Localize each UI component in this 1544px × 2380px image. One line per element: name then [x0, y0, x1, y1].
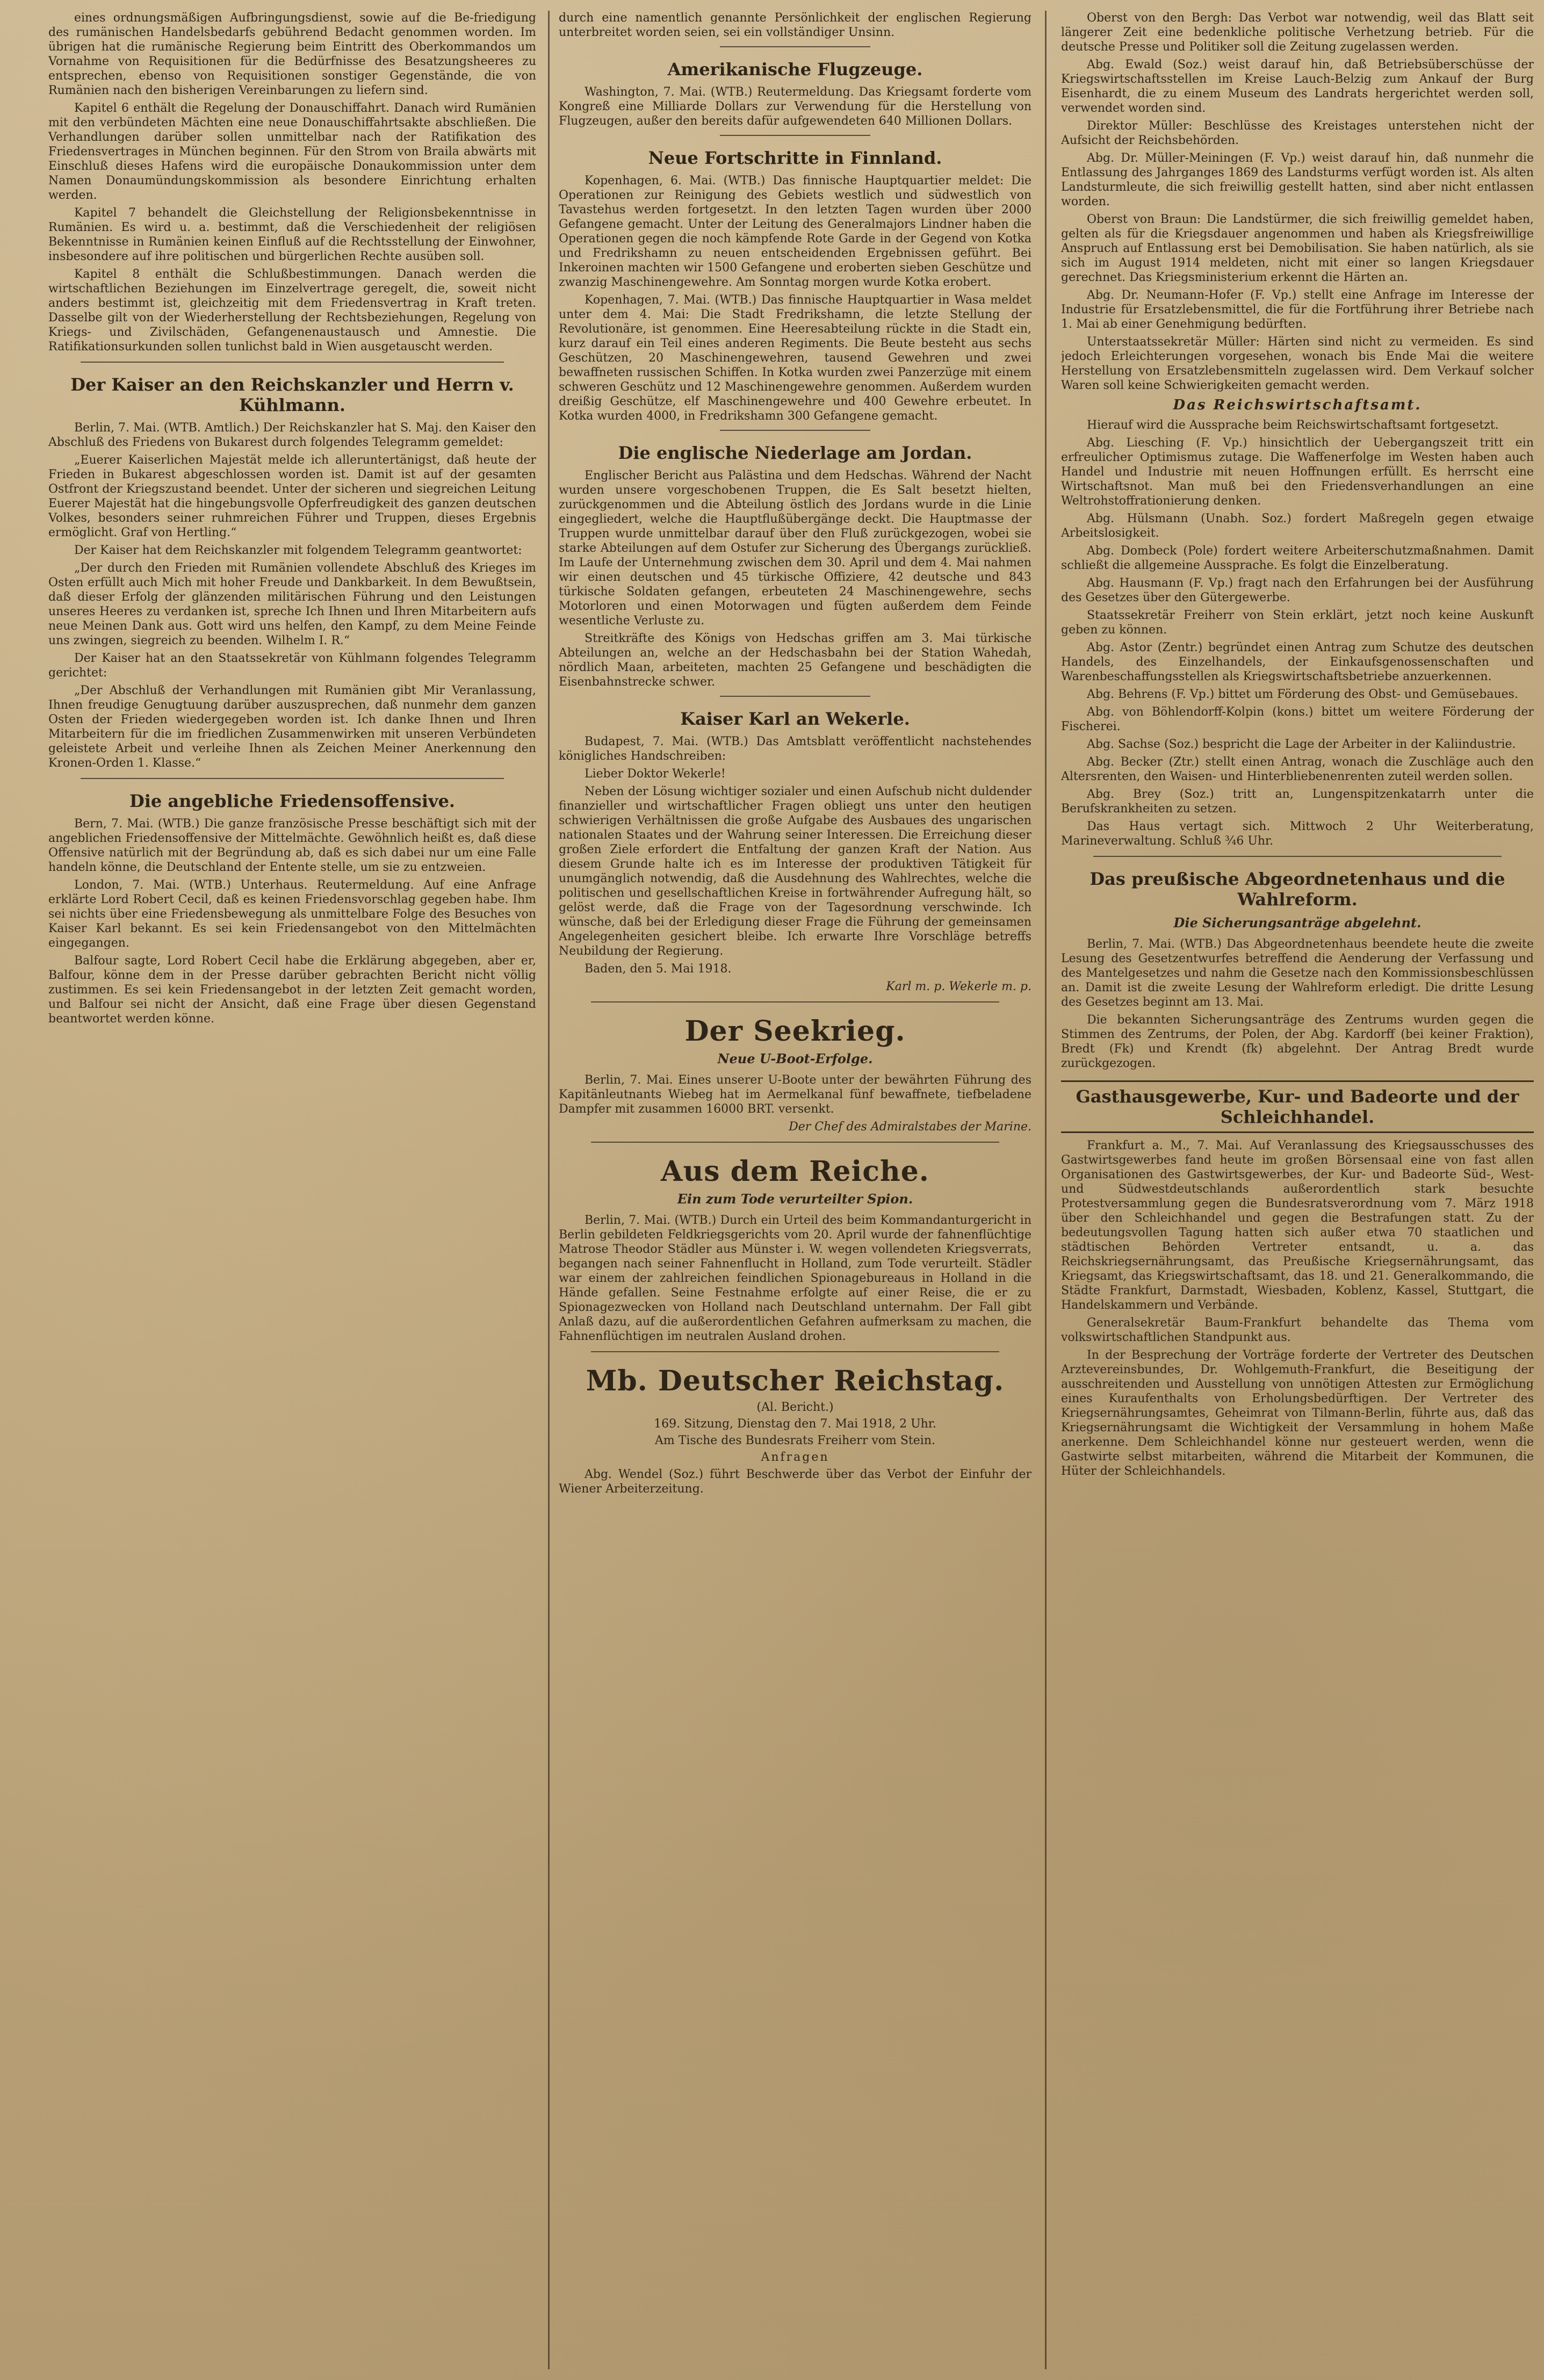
- section-divider: [720, 696, 870, 697]
- article-paragraph: Unterstaatssekretär Müller: Härten sind nicht zu vermeiden. Es sind jedoch Erleichterungen vorgesehen, wonach bis Ende Mai die weitere Herstellung von Ersatzlebensmitteln zugelassen wird. Dem Verkauf solcher Waren soll keine Schwierigkeiten gemacht werden.: [1061, 335, 1534, 392]
- column-1: [48, 11, 536, 2380]
- section-divider: [591, 1351, 999, 1352]
- article-paragraph: Budapest, 7. Mai. (WTB.) Das Amtsblatt veröffentlicht nachstehendes königliches Handschreiben:: [559, 735, 1031, 763]
- article-paragraph: Lieber Doktor Wekerle!: [585, 767, 726, 781]
- article-paragraph: Abg. Dr. Müller-Meiningen (F. Vp.) weist darauf hin, daß nunmehr die Entlassung des Jahrganges 1869 des Landsturms verfügt worden ist. Als alten Landsturmleute, die sich freiwillig gestellt hatten, sind aber nicht entlassen worden.: [1061, 152, 1534, 208]
- article-heading-kaiser-reichskanzler: Der Kaiser an den Reichskanzler und Herrn v. Kühlmann.: [70, 374, 514, 415]
- session-line: Am Tische des Bundesrats Freiherr vom Stein.: [655, 1434, 935, 1447]
- article-paragraph: Abg. Liesching (F. Vp.) hinsichtlich der Uebergangszeit tritt ein erfreulicher Optimismus zutage. Die Waffenerfolge im Westen haben auch Handel und Industrie mit neuen Hoffnungen erfüllt. Es herrscht eine Wirtschaftsnot. Man muß bei den Friedensverhandlungen an eine Weltrohstoffrationierung denken.: [1061, 436, 1534, 508]
- article-paragraph: Abg. Hülsmann (Unabh. Soz.) fordert Maßregeln gegen etwaige Arbeitslosigkeit.: [1061, 512, 1534, 540]
- section-divider: [81, 362, 504, 363]
- article-paragraph: eines ordnungsmäßigen Aufbringungsdienst, sowie auf die Be-friedigung des rumänischen Handelsbedarfs gebührend Bedacht genommen worden. Im übrigen hat die rumänische Regierung beim Eintritt des Oberkommandos um Vornahme von Requisitionen für die Bedürfnisse des Besatzungsheeres zu entsprechen, ebenso von Requisitionen sonstiger Gegenstände, die von Rumänien nach den bisherigen Vereinbarungen zu liefern sind.: [48, 11, 536, 97]
- article-paragraph: Kapitel 6 enthält die Regelung der Donauschiffahrt. Danach wird Rumänien mit den verbündeten Mächten eine neue Donauschiffahrtsakte abschließen. Die Verhandlungen darüber sollen unmittelbar nach der Ratifikation des Friedensvertrages in München beginnen. Für den Strom von Braila abwärts mit Einschluß dieses Hafens wird die europäische Donaukommission unter dem Namen Donaumündungskommission als besondere Einrichtung erhalten werden.: [48, 102, 536, 202]
- section-divider: [720, 135, 870, 136]
- section-subtitle: (Al. Bericht.): [756, 1401, 834, 1414]
- article-heading-jordan: Die englische Niederlage am Jordan.: [618, 443, 972, 463]
- article-paragraph: Abg. Hausmann (F. Vp.) fragt nach den Erfahrungen bei der Ausführung des Gesetzes über den Gütergewerbe.: [1061, 576, 1534, 604]
- section-title-seekrieg: Der Seekrieg.: [684, 1015, 906, 1048]
- article-paragraph: Englischer Bericht aus Palästina und dem Hedschas. Während der Nacht wurden unsere vorgeschobenen Truppen, die Es Salt besetzt hielten, zurückgenommen und die Abteilung östlich des Jordans wurde in die Linie eingegliedert, welche die Hauptflußübergänge deckt. Die Hauptmasse der Truppen wurde unmittelbar darauf über den Fluß zurückgezogen, wobei sie starke Abteilungen auf dem Ostufer zur Sicherung des Übergangs zurückließ. Im Laufe der Unternehmung zwischen dem 30. April und dem 4. Mai nahmen wir einen deutschen und 45 türkische Offiziere, 42 deutsche und 843 türkische Soldaten gefangen, erbeuteten 24 Maschinengewehre, sechs Motorloren und einen Motorwagen und fügten außerdem dem Feinde wesentliche Verluste zu.: [559, 469, 1031, 628]
- article-paragraph: Das Haus vertagt sich. Mittwoch 2 Uhr Weiterberatung, Marineverwaltung. Schluß ¾6 Uhr.: [1061, 820, 1534, 848]
- article-paragraph: durch eine namentlich genannte Persönlichkeit der englischen Regierung unterbreitet worden seien, sei ein vollständiger Unsinn.: [559, 11, 1031, 39]
- article-heading-friedensoffensive: Die angebliche Friedensoffensive.: [129, 791, 456, 811]
- article-paragraph: Berlin, 7. Mai. (WTB.) Das Abgeordnetenhaus beendete heute die zweite Lesung des Gesetzentwurfes betreffend die Aenderung der Verfassung und des Mantelgesetzes und nahm die Gesetze nach den Kommissionsbeschlüssen an. Damit ist die zweite Lesung der Wahlreform erledigt. Die dritte Lesung des Gesetzes beginnt am 13. Mai.: [1061, 937, 1534, 1009]
- article-paragraph: Abg. Astor (Zentr.) begründet einen Antrag zum Schutze des deutschen Handels, des Einzelhandels, der Einkaufsgenossenschaften und Warenbeschaffungsstellen als Kriegswirtschaftsbetriebe anzuerkennen.: [1061, 641, 1534, 683]
- article-paragraph: Kapitel 7 behandelt die Gleichstellung der Religionsbekenntnisse in Rumänien. Es wird u. a. bestimmt, daß die Verschiedenheit der religiösen Bekenntnisse in Rumänien keinen Einfluß auf die Rechtsstellung der Einwohner, insbesondere auf ihre politischen und bürgerlichen Rechte ausüben soll.: [48, 206, 536, 263]
- section-subtitle: Neue U-Boot-Erfolge.: [717, 1051, 873, 1066]
- section-title-aus-dem-reiche: Aus dem Reiche.: [661, 1155, 929, 1188]
- article-paragraph: Abg. Ewald (Soz.) weist darauf hin, daß Betriebsüberschüsse der Kriegswirtschaftsstellen im Kreise Lauch-Belzig zum Ankauf der Burg Eisenhardt, die zu einem Museum des Landrats hergerichtet werden soll, verwendet worden sind.: [1061, 58, 1534, 115]
- article-paragraph: Direktor Müller: Beschlüsse des Kreistages unterstehen nicht der Aufsicht der Reichsbehörden.: [1061, 119, 1534, 147]
- section-subtitle: Die Sicherungsanträge abgelehnt.: [1173, 915, 1422, 931]
- article-paragraph: Berlin, 7. Mai. (WTB. Amtlich.) Der Reichskanzler hat S. Maj. den Kaiser den Abschluß des Friedens von Bukarest durch folgendes Telegramm gemeldet:: [48, 421, 536, 449]
- article-paragraph: Streitkräfte des Königs von Hedschas griffen am 3. Mai türkische Abteilungen an, welche an der Hedschasbahn bei der Station Wahedah, nördlich Maan, arbeiteten, machten 25 Gefangene und beschädigten die Eisenbahnstrecke schwer.: [559, 632, 1031, 689]
- article-heading-reichswirtschaftsamt: Das Reichswirtschaftsamt.: [1173, 397, 1422, 413]
- article-heading-wekerle: Kaiser Karl an Wekerle.: [680, 709, 910, 729]
- article-paragraph: In der Besprechung der Vorträge forderte der Vertreter des Deutschen Arztevereinsbundes, Dr. Wohlgemuth-Frankfurt, die Beseitigung der ausschreitenden und Ausstellung von unnötigen Attesten zur Ermöglichung eines Kuraufenthalts von Erholungsbedürftigen. Der Vertreter des Kriegsernährungsamtes, Geheimrat von Tilmann-Berlin, führte aus, daß das Kriegsernährungsamt die Wichtigkeit der Versammlung in hohem Maße anerkenne. Dem Schleichhandel könne nur gesteuert werden, wenn die Gastwirte selbst mitarbeiten, während die Mitarbeit der Kommunen, die Hüter der Schleichhandels.: [1061, 1348, 1534, 1478]
- section-title-reichstag: Mb. Deutscher Reichstag.: [586, 1365, 1005, 1397]
- article-heading-flugzeuge: Amerikanische Flugzeuge.: [667, 59, 923, 80]
- article-paragraph: „Der durch den Frieden mit Rumänien vollendete Abschluß des Krieges im Osten erfüllt auch Mich mit hoher Freude und Dankbarkeit. In dem Bewußtsein, daß dieser Erfolg der glänzenden militärischen Führung und den Leistungen unseres Heeres zu verdanken ist, spreche Ich Ihnen und Ihren Mitarbeitern aufs neue Meinen Dank aus. Gott wird uns helfen, den Kampf, zu dem Meine Feinde uns zwingen, siegreich zu beenden. Wilhelm I. R.“: [48, 561, 536, 647]
- article-paragraph: Der Kaiser hat an den Staatssekretär von Kühlmann folgendes Telegramm gerichtet:: [48, 652, 536, 680]
- article-paragraph: Washington, 7. Mai. (WTB.) Reutermeldung. Das Kriegsamt forderte vom Kongreß eine Milliarde Dollars zur Verwendung für die Herstellung von Flugzeugen, außer den bereits dafür aufgewendeten 640 Millionen Dollars.: [559, 85, 1031, 128]
- session-line: Anfragen: [761, 1451, 829, 1464]
- article-paragraph: Abg. Wendel (Soz.) führt Beschwerde über das Verbot der Einfuhr der Wiener Arbeiterzeitung.: [559, 1468, 1031, 1496]
- article-paragraph: Baden, den 5. Mai 1918.: [585, 962, 732, 976]
- article-paragraph: Kopenhagen, 7. Mai. (WTB.) Das finnische Hauptquartier in Wasa meldet unter dem 4. Mai: Die Stadt Fredrikshamn, die letzte Stellung der Revolutionäre, ist genommen. Eine Heeresabteilung rückte in die Stadt ein, kurz darauf ein Teil eines anderen Regiments. Die Beute besteht aus sechs Geschützen, 20 Maschinengewehren, tausend Gewehren und zwei bewaffneten russischen Schiffen. In Kotka wurden zwei Panzerzüge mit einem schweren Geschütz und 12 Maschinengewehre genommen. Außerdem wurden dreißig Geschütze, elf Maschinengewehre und 400 Gewehre erbeutet. In Kotka wurden 4000, in Fredrikshamn 300 Gefangene gemacht.: [559, 293, 1031, 423]
- column-divider: [548, 11, 550, 2369]
- article-paragraph: Oberst von den Bergh: Das Verbot war notwendig, weil das Blatt seit längerer Zeit eine bedenkliche politische Verhetzung betrieb. Für die deutsche Presse und Politiker soll die Zeitung zugelassen werden.: [1061, 11, 1534, 54]
- article-paragraph: Abg. Behrens (F. Vp.) bittet um Förderung des Obst- und Gemüsebaues.: [1087, 688, 1518, 701]
- article-paragraph: „Der Abschluß der Verhandlungen mit Rumänien gibt Mir Veranlassung, Ihnen freudige Genugtuung darüber auszusprechen, daß nunmehr dem ganzen Osten der Frieden wiedergegeben worden ist. Ich danke Ihnen und Ihren Mitarbeitern für die im friedlichen Zusammenwirken mit unseren Verbündeten geleistete Arbeit und verleihe Ihnen als Zeichen Meiner Anerkennung den Kronen-Orden 1. Klasse.“: [48, 684, 536, 770]
- article-paragraph: Balfour sagte, Lord Robert Cecil habe die Erklärung abgegeben, aber er, Balfour, könne dem in der Presse darüber gebrachten Bericht nicht völlig zustimmen. Es sei kein Friedensangebot in der letzten Zeit gemacht worden, und Balfour sei nicht der Ansicht, daß eine Frage über diesen Gegenstand beantwortet werden könne.: [48, 954, 536, 1026]
- article-paragraph: Generalsekretär Baum-Frankfurt behandelte das Thema vom volkswirtschaftlichen Standpunkt aus.: [1061, 1316, 1534, 1344]
- column-2: [559, 11, 1031, 2380]
- article-paragraph: „Euerer Kaiserlichen Majestät melde ich alleruntertänigst, daß heute der Frieden in Bukarest abgeschlossen worden ist. Damit ist auf der gesamten Ostfront der Kriegszustand beendet. Unter der sicheren und siegreichen Leitung Euerer Majestät hat die hingebungsvolle Opferfreudigkeit des ganzen deutschen Volkes, besonders seiner ruhmreichen Führer und Truppen, dieses Ergebnis ermöglicht. Graf von Hertling.“: [48, 453, 536, 539]
- article-paragraph: Kopenhagen, 6. Mai. (WTB.) Das finnische Hauptquartier meldet: Die Operationen zur Reinigung des Gebiets westlich und südwestlich von Tavastehus werden fortgesetzt. In den letzten Tagen wurden über 2000 Gefangene gemacht. Unter der Leitung des Generalmajors Lindner haben die Operationen gegen die noch kämpfende Rote Garde in der Gegend von Kotka und Fredrikshamn zu neuen entscheidenden Ergebnissen geführt. Bei Inkeroinen machten wir 1500 Gefangene und eroberten sieben Geschütze und zwanzig Maschinengewehre. Am Sonntag morgen wurde Kotka erobert.: [559, 174, 1031, 289]
- article-paragraph: Abg. Becker (Ztr.) stellt einen Antrag, wonach die Zuschläge auch den Altersrenten, den Waisen- und Hinterbliebenenrenten zuteil werden sollen.: [1061, 755, 1534, 783]
- article-heading-gasthausgewerbe: Gasthausgewerbe, Kur- und Badeorte und der Schleichhandel.: [1076, 1086, 1519, 1127]
- article-paragraph: Abg. Sachse (Soz.) bespricht die Lage der Arbeiter in der Kaliindustrie.: [1087, 738, 1516, 751]
- article-paragraph: Der Kaiser hat dem Reichskanzler mit folgendem Telegramm geantwortet:: [74, 544, 522, 557]
- section-subtitle: Ein zum Tode verurteilter Spion.: [677, 1191, 913, 1207]
- section-divider: [720, 46, 870, 47]
- boxed-heading: [1061, 1080, 1534, 1133]
- column-divider: [1045, 11, 1047, 2369]
- article-paragraph: Berlin, 7. Mai. Eines unserer U-Boote unter der bewährten Führung des Kapitänleutnants Wiebeg hat im Aermelkanal fünf bewaffnete, tiefbeladene Dampfer mit zusammen 16000 BRT. versenkt.: [559, 1073, 1031, 1116]
- article-paragraph: Frankfurt a. M., 7. Mai. Auf Veranlassung des Kriegsausschusses des Gastwirtsgewerbes fand heute im großen Börsensaal eine von fast allen Organisationen des Gastwirtsgewerbes, der Kur- und Badeorte Süd-, West- und Südwestdeutschlands außerordentlich stark besuchte Protestversammlung gegen die Bundesratsverordnung vom 7. März 1918 über den Schleichhandel und gegen die Bestrafungen statt. Zu der bedeutungsvollen Tagung hatten sich außer etwa 70 staatlichen und städtischen Behörden Vertreter entsandt, u. a. das Reichskriegsernährungsamt, das Preußische Kriegsernährungsamt, das Kriegsamt, das Kriegswirtschaftsamt, das 18. und 21. Generalkommando, die Städte Frankfurt, Darmstadt, Wiesbaden, Koblenz, Kassel, Stuttgart, die Handelskammern und Verbände.: [1061, 1139, 1534, 1312]
- article-heading-finnland: Neue Fortschritte in Finnland.: [648, 148, 942, 168]
- article-paragraph: Abg. Dombeck (Pole) fordert weitere Arbeiterschutzmaßnahmen. Damit schließt die allgemeine Aussprache. Es folgt die Einzelberatung.: [1061, 544, 1534, 572]
- article-paragraph: Abg. von Böhlendorff-Kolpin (kons.) bittet um weitere Förderung der Fischerei.: [1061, 705, 1534, 733]
- article-paragraph: Die bekannten Sicherungsanträge des Zentrums wurden gegen die Stimmen des Zentrums, der Polen, der Abg. Kardorff (bei keiner Fraktion), Bredt (Fk) und Krendt (fk) abgelehnt. Der Antrag Bredt wurde zurückgezogen.: [1061, 1013, 1534, 1070]
- article-paragraph: Neben der Lösung wichtiger sozialer und einen Aufschub nicht duldender finanzieller und wirtschaftlicher Fragen obliegt uns unter den heutigen schwierigen Verhältnissen die große Aufgabe des Ausbaues des ungarischen nationalen Staates und der Wahrung seiner Interessen. Die Erreichung dieser großen Ziele erfordert die Entfaltung der ganzen Kraft der Nation. Aus diesem Grunde halte ich es im Interesse der produktiven Tätigkeit für unumgänglich notwendig, daß die Ausdehnung des Wahlrechtes, welche die politischen und gesellschaftlichen Kreise in fortwährender Aufregung hält, so gelöst werde, daß die Frage von der Tagesordnung verschwinde. Ich wünsche, daß bei der Erledigung dieser Frage die Führung der gemeinsamen Angelegenheiten gesichert bleibe. Ich erwarte Ihre Vorschläge betreffs Neubildung der Regierung.: [559, 785, 1031, 958]
- article-paragraph: Abg. Brey (Soz.) tritt an, Lungenspitzenkatarrh unter die Berufskrankheiten zu setzen.: [1061, 788, 1534, 816]
- section-divider: [81, 778, 504, 779]
- article-paragraph: Berlin, 7. Mai. (WTB.) Durch ein Urteil des beim Kommandanturgericht in Berlin gebildeten Feldkriegsgerichts vom 20. April wurde der fahnenflüchtige Matrose Theodor Städler aus Münster i. W. wegen vollendeten Kriegsverrats, begangen nach seiner Fahnenflucht in Holland, zum Tode verurteilt. Städler war einem der zahlreichen feindlichen Spionagebureaus in Holland in die Hände gefallen. Seine Festnahme erfolgte auf einer Reise, die er zu Spionagezwecken von Holland nach Deutschland unternahm. Der Fall gibt Anlaß dazu, auf die außerordentlichen Gefahren aufmerksam zu machen, die Fahnenflüchtigen im neutralen Ausland drohen.: [559, 1214, 1031, 1343]
- article-heading-abgeordnetenhaus: Das preußische Abgeordnetenhaus und die Wahlreform.: [1090, 869, 1505, 910]
- article-paragraph: Staatssekretär Freiherr von Stein erklärt, jetzt noch keine Auskunft geben zu können.: [1061, 609, 1534, 637]
- article-paragraph: Bern, 7. Mai. (WTB.) Die ganze französische Presse beschäftigt sich mit der angeblichen Friedensoffensive der Mittelmächte. Gewöhnlich heißt es, daß diese Offensive natürlich mit der Begründung ab, daß es sich dabei nur um eine Falle handeln könne, die Deutschland der Entente stelle, um sie zu entzweien.: [48, 817, 536, 874]
- article-signature: Der Chef des Admiralstabes der Marine.: [789, 1120, 1031, 1134]
- section-divider: [720, 430, 870, 431]
- section-divider: [591, 1001, 999, 1003]
- article-paragraph: Kapitel 8 enthält die Schlußbestimmungen. Danach werden die wirtschaftlichen Beziehungen im Einzelvertrage geregelt, die, soweit nicht anders bestimmt ist, gleichzeitig mit dem Friedensvertrag in Kraft treten. Dasselbe gilt von der Wiederherstellung der Rechtsbeziehungen, Regelung von Kriegs- und Zivilschäden, Gefangenenaustausch und Amnestie. Die Ratifikationsurkunden sollen tunlichst bald in Wien ausgetauscht werden.: [48, 268, 536, 354]
- article-paragraph: Abg. Dr. Neumann-Hofer (F. Vp.) stellt eine Anfrage im Interesse der Industrie für Ersatzlebensmittel, die für die Fortführung ihrer Betriebe nach 1. Mai ab einer Genehmigung bedürften.: [1061, 289, 1534, 331]
- session-line: 169. Sitzung, Dienstag den 7. Mai 1918, 2 Uhr.: [654, 1417, 936, 1431]
- article-signature: Karl m. p. Wekerle m. p.: [886, 980, 1031, 993]
- section-divider: [1093, 856, 1502, 857]
- section-divider: [591, 1142, 999, 1143]
- article-paragraph: London, 7. Mai. (WTB.) Unterhaus. Reutermeldung. Auf eine Anfrage erklärte Lord Robert Cecil, daß es keinen Friedensvorschlag gegeben habe. Ihm sei nichts über eine Friedensbewegung als unmittelbare Folge des Besuches von Kaiser Karl bekannt. Es sei kein Friedensangebot von den Mittelmächten eingegangen.: [48, 878, 536, 950]
- article-paragraph: Oberst von Braun: Die Landstürmer, die sich freiwillig gemeldet haben, gelten als für die Kriegsdauer angenommen und haben als Kriegsfreiwillige Anspruch auf Entlassung erst bei Demobilisation. Sie haben natürlich, als sie sich im August 1914 meldeten, nicht mit einer so langen Kriegsdauer gerechnet. Das Kriegsministerium erkennt die Härten an.: [1061, 213, 1534, 284]
- column-3: [1061, 11, 1534, 2380]
- article-paragraph: Hierauf wird die Aussprache beim Reichswirtschaftsamt fortgesetzt.: [1087, 419, 1499, 432]
